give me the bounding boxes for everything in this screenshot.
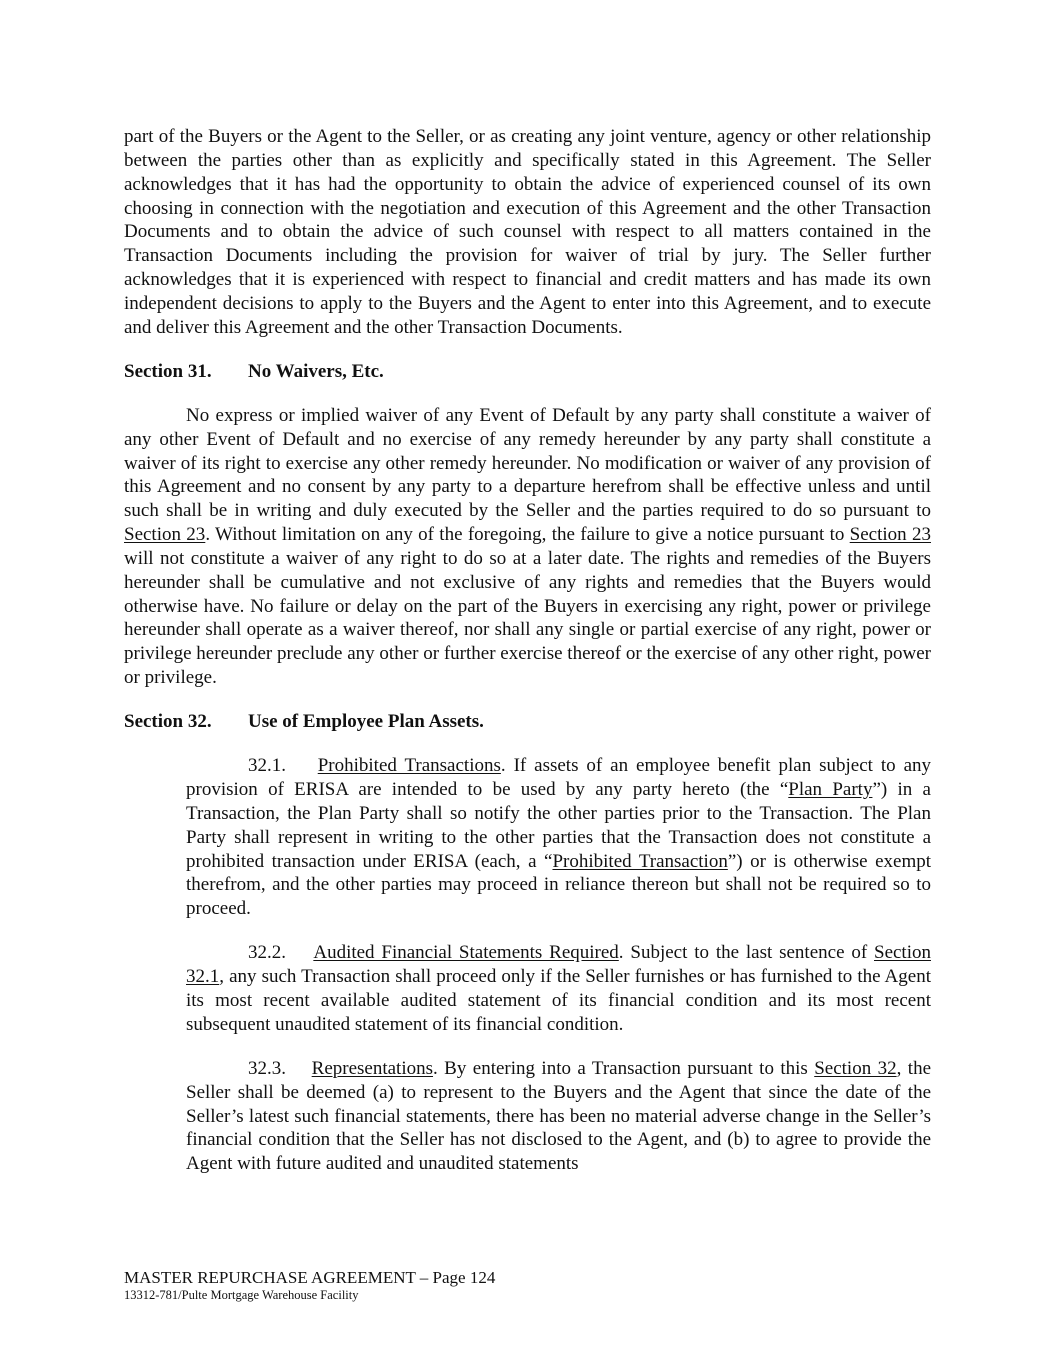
footer-title: MASTER REPURCHASE AGREEMENT – Page 124 [124,1268,496,1287]
text-run: . Subject to the last sentence of [618,942,874,964]
text-run: ”) in a Transaction, the Plan Party shall so notify the other parties prior to the Transaction. The Plan Party shall represent in writing to the other parties that the Transaction does not constitute a prohibited transaction under ERISA (each, a “ [186,779,931,872]
text-run: part of the Buyers or the Agent to the Seller, or as creating any joint venture, agency or other relationship between the parties other than as explicitly and specifically stated in this Agreement. The Seller acknowledges that it has had the opportunity to obtain the advice of experienced counsel of its own choosing in connection with the negotiation and execution of this Agreement and the other Transaction Documents and to obtain the advice of such counsel with respect to all matters contained in the Transaction Documents including the provision for waiver of trial by jury. The Seller further acknowledges that it is experienced with respect to financial and credit matters and has made its own independent decisions to apply to the Buyers and the Agent to enter into this Agreement, and to execute and deliver this Agreement and the other Transaction Documents. [124,126,931,338]
defined-term: Plan Party [788,779,873,800]
text-run: . If assets of an employee benefit plan subject to any provision of ERISA are intended to be used by any party hereto (the “ [186,755,932,800]
text-run: will not constitute a waiver of any right to do so at a later date. The rights and remedies of the Buyers hereunder shall be cumulative and not exclusive of any rights and remedies that the Buyers would otherwise have. No failure or delay on the part of the Buyers in exercising any right, power or privilege hereunder shall operate as a waiver thereof, nor shall any single or partial exercise of any right, power or privilege hereunder preclude any other or further exercise thereof or the exercise of any other right, power or privilege. [124,547,931,689]
text-run: . Without limitation on any of the foregoing, the failure to give a notice pursuant to [205,524,850,546]
text-run: No express or implied waiver of any Event of Default by any party shall constitute a waiver of any other Event of Default and no exercise of any remedy hereunder by any party shall constitute a waiver of its right to exercise any other remedy hereunder. No modification or waiver of any provision of this Agreement and no consent by any party to a departure herefrom shall be effective unless and until such shall be in writing and duly executed by the Seller and the parties required to do so pursuant to [124,404,931,522]
paragraph [186,941,931,1036]
defined-term: Prohibited Transaction [552,850,728,872]
text-run: , the Seller shall be deemed (a) to represent to the Buyers and the Agent that since the date of the Seller’s latest such financial statements, there has been no material adverse change in the Seller’s financial condition that the Seller has not disclosed to the Agent, and (b) to agree to provide the Agent with future audited and unaudited statements [186,1057,931,1175]
text-run: . By entering into a Transaction pursuant to this [433,1057,815,1079]
section-number: Section 32. [124,711,212,733]
section-heading [124,360,931,384]
text-run: 32.1. [248,755,318,777]
defined-term: Section 32.1 [186,942,931,988]
defined-term: Audited Financial Statements Required [313,942,619,964]
page-footer [124,1268,495,1303]
text-run: , any such Transaction shall proceed only if the Seller furnishes or has furnished to the Agent its most recent available audited statement of its financial condition and its most recent subsequent unaudited statement of its financial condition. [186,966,931,1035]
defined-term: Section 23 [124,524,206,546]
document-body [124,125,931,1196]
section-heading [124,710,931,734]
section-number: Section 31. [124,360,212,382]
defined-term: Prohibited Transactions [317,755,501,777]
footer-reference: 13312-781/Pulte Mortgage Warehouse Facility [124,1288,359,1302]
defined-term: Section 23 [849,524,931,546]
section-title: Use of Employee Plan Assets. [248,711,484,733]
section-title: No Waivers, Etc. [248,360,384,382]
defined-term: Section 32 [814,1057,897,1079]
text-run: 32.3. [248,1057,312,1079]
text-run: 32.2. [248,942,314,964]
text-run: ”) or is otherwise exempt therefrom, and the other parties may proceed in reliance thereon but shall not be required so to proceed. [186,850,931,920]
paragraph [124,125,931,340]
paragraph [186,1057,931,1176]
paragraph [186,754,931,921]
defined-term: Representations [311,1057,434,1079]
paragraph [124,404,931,690]
